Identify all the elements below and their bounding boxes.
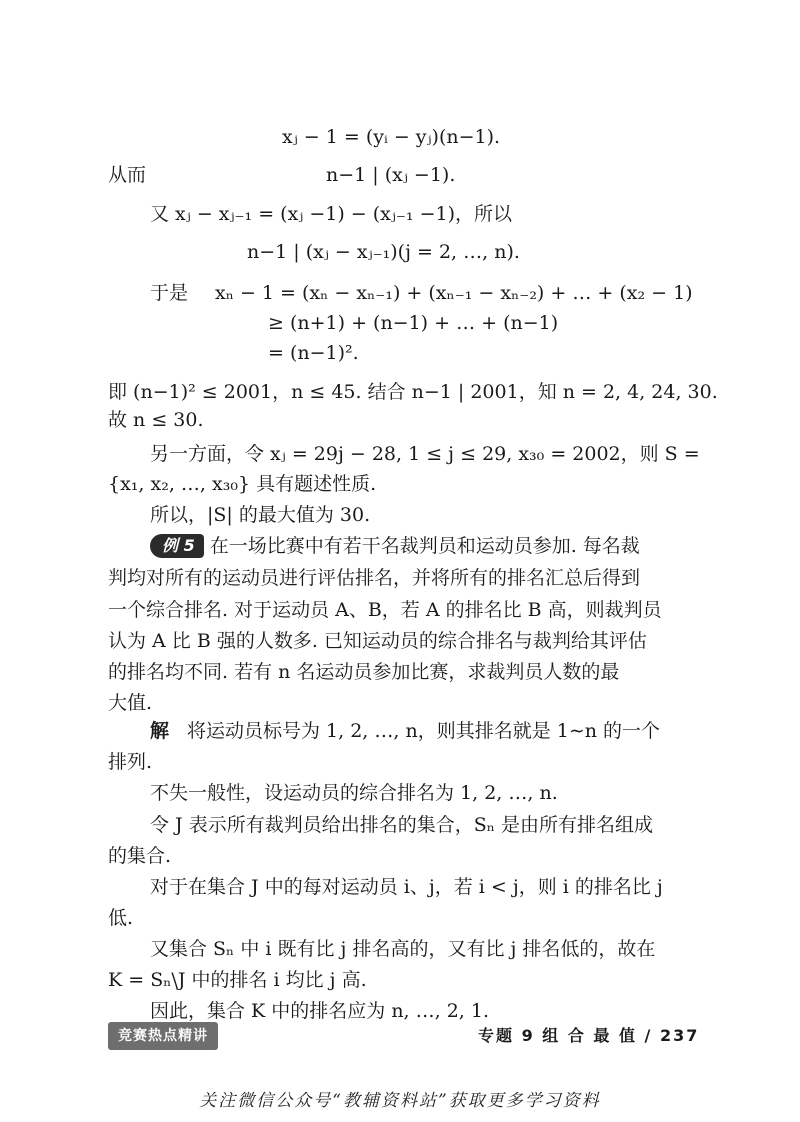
solution-line-7: 低. (108, 907, 134, 929)
solution-line-4: 令 J 表示所有裁判员给出排名的集合，Sₙ 是由所有排名组成 (150, 814, 653, 836)
derivation-line-12: 所以，|S| 的最大值为 30. (150, 504, 371, 526)
equation-2-label: 从而 (108, 164, 147, 186)
equation-6: ≥ (n+1) + (n−1) + … + (n−1) (268, 312, 559, 334)
equation-2: n−1 | (xⱼ −1). (326, 164, 456, 186)
example-badge: 例 5 (150, 534, 204, 558)
equation-7: = (n−1)². (268, 342, 359, 364)
example-5-line-3: 一个综合排名. 对于运动员 A、B，若 A 的排名比 B 高，则裁判员 (108, 599, 662, 621)
solution-line-2: 排列. (108, 751, 153, 773)
example-5-line-6: 大值. (108, 692, 153, 714)
equation-4: n−1 | (xⱼ − xⱼ₋₁)(j = 2, …, n). (247, 241, 520, 263)
solution-text-1: 将运动员标号为 1, 2, …, n，则其排名就是 1∼n 的一个 (187, 720, 661, 742)
solution-label: 解 (150, 720, 170, 742)
solution-line-10: 因此，集合 K 中的排名应为 n, …, 2, 1. (150, 1000, 490, 1022)
solution-line-6: 对于在集合 J 中的每对运动员 i、j，若 i < j，则 i 的排名比 j (150, 876, 663, 898)
solution-line-9: K = Sₙ\J 中的排名 i 均比 j 高. (108, 969, 367, 991)
example-5-line-4: 认为 A 比 B 强的人数多. 已知运动员的综合排名与裁判给其评估 (108, 630, 647, 652)
example-5-line-5: 的排名均不同. 若有 n 名运动员参加比赛，求裁判员人数的最 (108, 661, 620, 683)
derivation-line-11: {x₁, x₂, …, x₃₀} 具有题述性质. (108, 473, 377, 495)
example-5-text-1: 在一场比赛中有若干名裁判员和运动员参加. 每名裁 (209, 535, 640, 557)
watermark-text: 关注微信公众号“教辅资料站”获取更多学习资料 (199, 1091, 601, 1111)
section-tag: 竞赛热点精讲 (108, 1022, 218, 1050)
solution-line-3: 不失一般性，设运动员的综合排名为 1, 2, …, n. (150, 782, 558, 804)
solution-line-8: 又集合 Sₙ 中 i 既有比 j 排名高的，又有比 j 排名低的，故在 (150, 938, 656, 960)
solution-line-5: 的集合. (108, 845, 172, 867)
solution-line-1 (150, 718, 660, 744)
example-5-line-1 (150, 533, 640, 559)
page-footer-title: 专题 9 组 合 最 值 / 237 (478, 1026, 700, 1045)
derivation-line-9: 故 n ≤ 30. (108, 409, 204, 431)
example-5-line-2: 判均对所有的运动员进行评估排名，并将所有的排名汇总后得到 (108, 567, 641, 589)
derivation-line-8: 即 (n−1)² ≤ 2001，n ≤ 45. 结合 n−1 | 2001，知 n = 2, 4, 24, 30. (108, 381, 718, 403)
derivation-line-10: 另一方面，令 xⱼ = 29j − 28, 1 ≤ j ≤ 29, x₃₀ = 2002，则 S = (150, 443, 700, 465)
derivation-line-3: 又 xⱼ − xⱼ₋₁ = (xⱼ −1) − (xⱼ₋₁ −1)，所以 (150, 203, 513, 225)
equation-5: xₙ − 1 = (xₙ − xₙ₋₁) + (xₙ₋₁ − xₙ₋₂) + … + (x₂ − 1) (215, 282, 693, 304)
equation-5-label: 于是 (150, 282, 189, 304)
equation-1: xⱼ − 1 = (yᵢ − yⱼ)(n−1). (282, 126, 501, 148)
